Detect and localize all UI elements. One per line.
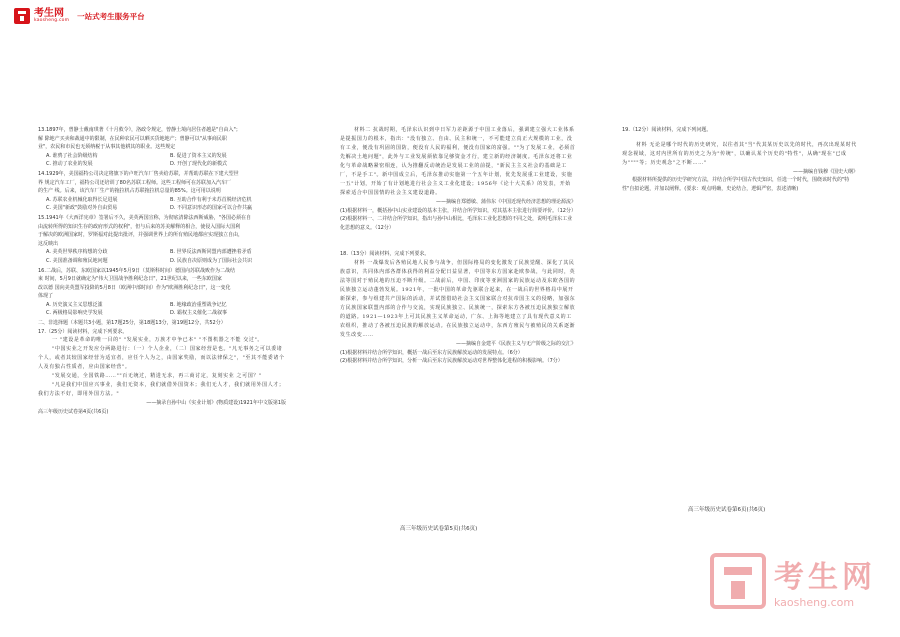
option: B. 地缘政治重塑战争记忆 (170, 301, 227, 308)
q17-material-2: 材料二 抗战时期，毛泽东认识到中日军力差距源于中国工业落后，强调建立强大工业体系是提振国力的根本，指出："没有独立、自由、民主和统一，不可能建立真正大规模的工业，没有工业，便没有巩固的国防，便没有人民的福利，便没有国家的富强。""为了发展工业，必须首先解决土地问题"，此外与工业发展须依靠足够资金才行，建立新的经济制度。毛泽东还将工业化与革命战略紧密相连，认为推翻反动统治是发展工业的前提，"新民主主义社会的基础是工厂，不是手工"。新中国成立后，毛泽东推动实施第一个五年计划，优先发展重工业建设，实施一五"计划，开始了有计划地进行社会主义工业化建设；1956年《论十大关系》的发表，开始探索适合中国国情的社会主义建设道路。 (340, 127, 576, 196)
q17-material-1: "发展交通，全国铁路……""百无统过，精进无求，再三商讨定，复刻实业 之可国？" (52, 373, 262, 380)
kaosheng-watermark-icon (710, 553, 766, 609)
option: B. 互助合作有利于未苏首脱经济危机 (170, 196, 252, 203)
q18-question-1: (1)根据材料并结合所学知识，概括一战后至东方民族解放运动的发展特点。（6分） (340, 349, 523, 356)
logo-en: kaosheng.com (34, 17, 70, 23)
q14-stem: 界 规定汽车工厂，福特公司还培训了80名苏联工程师。这些工程师可在苏联加入汽车厂 (38, 179, 231, 186)
q14-stem: 的生产 线。后来，该汽车厂生产的拖拉机占苏联拖拉机总量的85%。这可用以说明 (38, 188, 221, 195)
q15-options (46, 248, 286, 265)
q17-source: ——摘录自孙中山《实业计划》(物质建设)1921年中文版第1版 (146, 400, 286, 407)
page-5-footer: 高三年级历史试卷第5页(共6页) (400, 526, 478, 532)
site-header (14, 6, 145, 26)
q17-material-1: "凡是我们中国应兴事业，我们无资本，我们就借外国资本；我们无人才，我们就用外国人才；我们方法不好，即用外国方法。" (38, 382, 285, 398)
logo-cn: 考生网 (34, 7, 64, 19)
option: A. 历史演义主义思想泛滥 (46, 301, 103, 308)
q15-stem: 于解决的欧洲国家时，罗斯福对此提出批评，并强调世界上的所有殖民地都应实现独立自由， (38, 232, 244, 239)
q18-question-2: (2)根据材料并结合所学知识，分析一战后至东方民族解放运动对世界整体化进程的积极影响。（7分） (340, 358, 563, 365)
page-6-column (622, 126, 858, 193)
q16-options (46, 301, 286, 318)
q17-question-1: (1)根据材料一，概括孙中山实业建设的基本主张，并结合所学知识，对其基本主张进行简要评价。（12分） (340, 207, 576, 214)
option: B. 世界反法西斯同盟内部遭挫着矛盾 (170, 249, 252, 256)
option: C. 推动了农业的发展 (46, 161, 93, 168)
q13-stem: 13.1897年，曾静士戴南琪著《十月救令》，洛政令规定，曾静土境向居住者越是"自由入"； (38, 127, 241, 133)
page-6-footer: 高三年级历史试卷第6页(共6页) (688, 507, 766, 513)
q17-material-1: "中国实业之开发应分两路进行：（一）个人企业，（二）国家经营是也。"凡无事务之可以委诸个人，或者其较国家经营为适宜者，应任个人为之，由国家奖励，而以法律保之"，"至其不能委诸个人及有独占性质者，应由国家经营"。 (38, 346, 285, 371)
q16-stem: 改以德 国向美英盟军投降的5月8日（欧洲中部时间）作为"欧洲胜利纪念日"，这一变化 (38, 284, 231, 291)
option: B. 促进了资本主义的发展 (170, 152, 227, 159)
page-5-column (340, 126, 576, 366)
q17-material-1: 一 "建设是革命的唯一目的" "发展实业，万族才中争已本" "不图机器之不能 交过"。 (52, 337, 263, 344)
option: D. 霸权主义催化二战叙事 (170, 310, 228, 317)
q18-material: 材料 一战爆发后各殖民地人民参与战争，但国际格局的变化激发了民族觉醒、深化了其民族意识，共同体内部各群体获得的利益分配日益显著，中国等东方国家赴欧参战，与此同时，英法等国对于殖民地的压迫不断升级。二战前后，中国、印度等亚洲国家的民族运动及东欧各国的民族独立运动蓬勃发展。1921年，一批中国的革命先驱联合起来，在一战后的世界格局中展开新探索，参与组建共产国际的活动，并试图借助社会主义国家联合对抗帝国主义的侵略，加强东方民族国家联盟内部的合作与交流，实现民族独立、民族统一，探索东方各被压迫民族独立解放的道路。1921—1923年上可其民族主义革命运动，广东、上海等地建立了具有现代意义的工农组织，推动了各被压迫民族的解放运动。在民族独立运动中，东西方殖民与被殖民的关系逐渐发生改变…… (340, 259, 576, 338)
q14-stem: 14.1929年，美国福特公司决定将旗下的卢旺汽车厂售卖给苏联，并帮助苏联在下建大型世 (38, 170, 239, 177)
section-two-heading: 二、非选择题（本题共3小题，第17题25分，第18题13分，第19题12分，共52分） (38, 320, 226, 327)
q19-prompt: 根据材料所提供的历史学研究方法，并结合所学中国古代史知识，任选一个时代，围绕该时代的"特性"自拟论题，并加以阐释。(要求：观点明确，史论结合，逻辑严密，表述清晰) (622, 177, 850, 192)
q19-title: 19.（12分）阅读材料，完成下列问题。 (622, 127, 712, 133)
logo-text (34, 9, 69, 24)
page-4-column (38, 126, 286, 416)
option: D. 开创了现代化的新模式 (170, 161, 228, 168)
q17-title: 17.（25分）阅读材料，完成下列要求。 (38, 328, 128, 335)
slogan: 一站式考生服务平台 (77, 11, 145, 21)
watermark-en: kaosheng.com (774, 596, 855, 609)
q15-stem: 由流转所得的知识生存的政府形式的权利"，但与后来的苏美解释的相合，使侵入国际大国利 (38, 223, 241, 230)
q16-stem: 体现了 (38, 293, 54, 300)
option: D. 不同意识形态的国家可以合作共赢 (170, 205, 253, 212)
watermark-cn: 考生网 (774, 560, 876, 595)
option: A. 苏联农业机械化取得长足进展 (46, 196, 118, 203)
q18-title: 18.（13分）阅读材料，完成下列要求。 (340, 251, 430, 258)
kaosheng-logo-icon (14, 8, 30, 24)
q15-stem: 15.1941年《大西洋宪章》签署后不久，美英两国宣称，为彻底清除法西斯威胁，"各国必须在自 (38, 214, 251, 221)
option: C. 两极格局影响史学发展 (46, 310, 103, 317)
option: D. 民族自决原则成为了国际社会共识 (170, 257, 253, 264)
option: C. 美国准备调和殖民地问题 (46, 257, 108, 264)
option: A. 谁鸦了社会阶级结构 (46, 152, 98, 159)
q18-source: ——摘编自金建平《民族主义与无产阶级之际的交汇》 (455, 340, 576, 347)
q19-source: ——摘编自钱穆《国史大纲》 (792, 168, 858, 175)
option: C. 美国"新政"鼓励对外自由贸易 (46, 205, 118, 212)
page-4-footer: 高三年级历史试卷第4页(共6页) (38, 408, 109, 415)
kaosheng-watermark (710, 552, 876, 609)
watermark-text (774, 552, 876, 609)
option: A. 美英世界秩序构想的分歧 (46, 249, 108, 256)
q14-options (46, 196, 286, 213)
q13-stem: 解 除地产买卖和裁通中的限制，在民种农民可以晒买货地地产；曾静可以"从事商民职 (38, 135, 227, 142)
q15-stem: 这反映出 (38, 240, 59, 247)
q13-stem: 业"，农民和市民也无须纳税于从事其他耕其的职业。这些规定 (38, 144, 176, 151)
q17-material-2-source: ——摘编自郑德敏、蒲伟东《中国近现代经济思想的理论源流》 (435, 199, 576, 205)
q16-stem: 束 时间，5月9日就确定为"伟大卫国战争胜利纪念日"，21世纪以来，一些东欧国家 (38, 276, 222, 283)
q13-options (46, 152, 286, 169)
q17-question-2: (2)根据材料一、二并结合所学知识，指出与孙中山相比，毛泽东工业化思想的不同之处，说明毛泽东工业化思想的意义。（12分） (340, 216, 573, 231)
q19-material: 材料 无论是哪个时代的历史研究，以往者其"当"代其某历史以先的时代，再次出现某时代观念视域，这对内世所有的历史之为为"传统"，以确认某个历史的"特性"，从确"现在"已成为""""等；历史观念"之不断……" (622, 141, 857, 166)
q16-stem: 16.二战后，苏联、东欧国家以1945年5月9日（莫斯科时间）德国向苏联战败作为二战结 (38, 267, 236, 274)
